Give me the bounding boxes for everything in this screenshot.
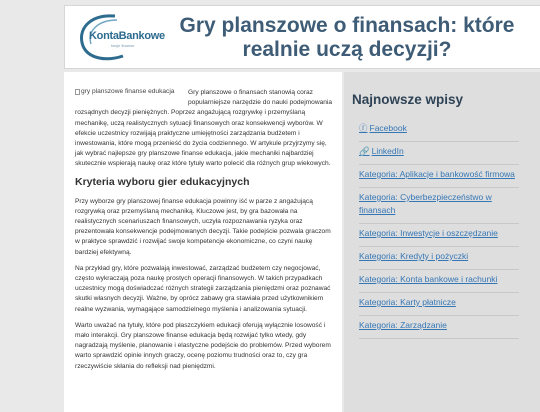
article-paragraph: Przy wyborze gry planszowej finanse edukacja powinny iść w parze z angażującą rozgrywką oraz przemyślaną mechaniką. Kluczowe jest, by gra bazowała na realistycznych scenariuszach finansowych, uczyła rozpoznawania ryzyka oraz prezentowała konsekwencje podejmowanych decyzji. Takie podejście pozwala graczom w praktyce sprawdzić i rozwijać swoje kompetencje ekonomiczne, co czyni naukę bardziej efektywną. <box>75 197 331 256</box>
sidebar-title: Najnowsze wpisy <box>352 92 464 107</box>
site-logo[interactable] <box>75 12 165 64</box>
page-title: Gry planszowe o finansach: które realnie uczą decyzji? <box>179 14 515 61</box>
article-image-alt: gry planszowe finanse edukacja <box>81 88 175 95</box>
sidebar-item-category[interactable] <box>359 270 519 293</box>
sidebar-item-category[interactable] <box>359 224 519 247</box>
article-image <box>75 88 185 102</box>
article-paragraph: Na przykład gry, które pozwalają inwestować, zarządzać budżetem czy negocjować, często wykraczają poza naukę prostych operacji finansowych. W takich przypadkach uczestnicy mogą doświadczać różnych strategii zarządzania pieniędzmi oraz poznawać skutki własnych decyzji. Ważne, by oprócz zabawy gra stawiała przed użytkownikiem realne wyzwania, wymagające samodzielnego myślenia i analizowania sytuacji. <box>75 264 331 313</box>
sidebar-item-category[interactable] <box>359 188 519 224</box>
article-content <box>64 72 342 412</box>
sidebar-item-category[interactable] <box>359 165 519 188</box>
sidebar-item-linkedin[interactable] <box>359 142 519 165</box>
sidebar-item-label[interactable]: LinkedIn <box>371 146 404 156</box>
logo-tagline: twoje finanse <box>111 43 135 48</box>
logo-text: KontaBankowe <box>89 30 165 42</box>
sidebar-item-facebook[interactable] <box>359 119 519 142</box>
section-heading: Kryteria wyboru gier edukacyjnych <box>75 175 250 188</box>
sidebar-item-label[interactable]: Kategoria: Aplikacje i bankowość firmowa <box>359 169 515 179</box>
sidebar-item-label[interactable]: Kategoria: Inwestycje i oszczędzanie <box>359 228 498 238</box>
sidebar <box>344 72 540 412</box>
article-paragraph: Warto uważać na tytuły, które pod płaszczykiem edukacji oferują wyłącznie losowość i mało interakcji. Gry planszowe finanse edukacja będą rozwijać tylko wtedy, gdy nagradzają myślenie, planowanie i elastyczne podejście do problemów. Przed wyborem warto sprawdzić opinie innych graczy, ocenę poziomu trudności oraz to, czy gra rzeczywiście skłania do refleksji nad pieniędzmi. <box>75 321 331 370</box>
sidebar-item-label[interactable]: Kategoria: Karty płatnicze <box>359 297 456 307</box>
facebook-icon: ⓕ <box>359 123 368 133</box>
sidebar-item-label[interactable]: Kategoria: Zarządzanie <box>359 320 447 330</box>
sidebar-item-label[interactable]: Kategoria: Konta bankowe i rachunki <box>359 274 498 284</box>
sidebar-item-label[interactable]: Kategoria: Kredyty i pożyczki <box>359 251 469 261</box>
site-header <box>64 5 540 69</box>
sidebar-list <box>344 119 540 339</box>
sidebar-item-label[interactable]: Facebook <box>369 123 407 133</box>
sidebar-item-category[interactable] <box>359 316 519 339</box>
sidebar-item-category[interactable] <box>359 247 519 270</box>
sidebar-item-category[interactable] <box>359 293 519 316</box>
link-icon: 🔗 <box>359 146 370 156</box>
broken-image-icon <box>75 89 80 95</box>
sidebar-item-label[interactable]: Kategoria: Cyberbezpieczeństwo w finansach <box>359 192 492 215</box>
article-intro: Gry planszowe o finansach stanowią coraz popularniejsze narzędzie do nauki podejmowania rozsądnych decyzji pieniężnych. Poprzez angażującą rozgrywkę i przemyślaną mechanikę, uczą realistycznych sytuacji finansowych oraz konsekwencji wyborów. W efekcie uczestnicy rozwijają praktyczne umiejętności zarządzania budżetem i inwestowania, które mogą przenieść do życia codziennego. W artykule przyjrzymy się, jak wybrać najlepsze gry planszowe finanse edukacja, jakie mechaniki najbardziej skutecznie wspierają naukę oraz które tytuły warto polecić dla różnych grup wiekowych. <box>75 89 333 168</box>
